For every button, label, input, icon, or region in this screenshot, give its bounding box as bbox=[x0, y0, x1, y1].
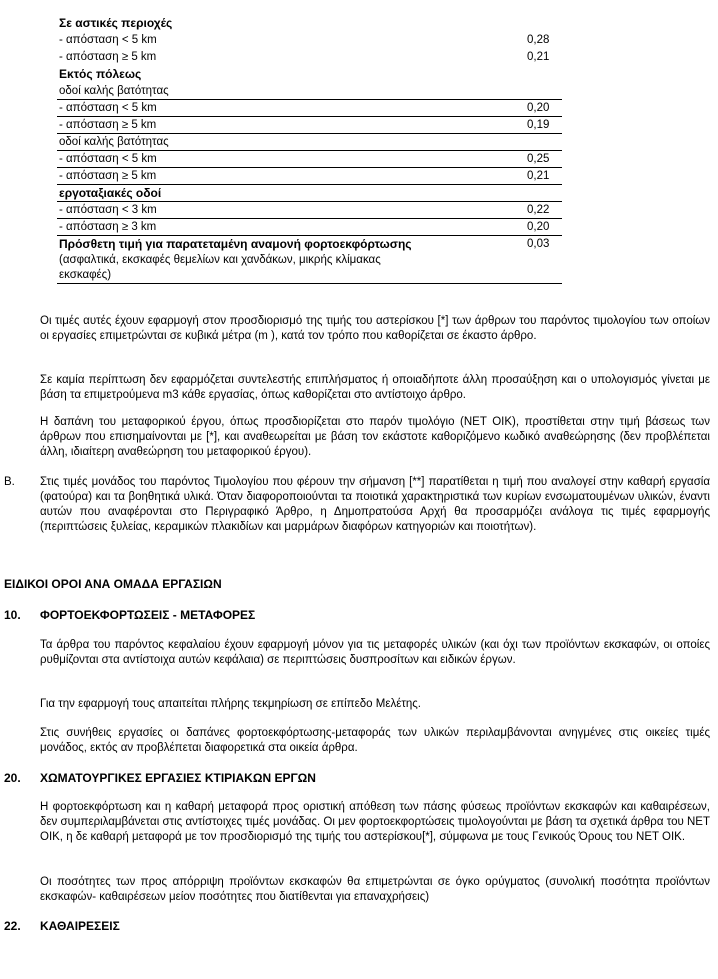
table-divider bbox=[57, 116, 562, 117]
paragraph: Στις συνήθεις εργασίες οι δαπάνες φορτοεκφόρτωσης-μεταφοράς των υλικών περιλαμβάνονται ανηγμένες στις οικείες τιμές μονάδος, εκτός αν προβλέπεται διαφορετικά στα οικεία άρθρα. bbox=[40, 727, 710, 754]
table-subgroup-label: οδοί καλής βατότητας bbox=[59, 136, 169, 148]
paragraph: Τα άρθρα του παρόντος κεφαλαίου έχουν εφαρμογή μόνον για τις μεταφορές υλικών (και όχι των προϊόντων εκσκαφών, οι οποίες ρυθμίζονται στα αντίστοιχα αυτών κεφάλαια) σε περιπτώσεις δυσπροσίτων και ειδικών έργων. bbox=[40, 639, 710, 666]
table-row-label: - απόσταση ≥ 5 km bbox=[59, 51, 157, 63]
table-row-label: - απόσταση < 5 km bbox=[59, 153, 157, 165]
table-divider bbox=[57, 235, 562, 236]
paragraph: Οι τιμές αυτές έχουν εφαρμογή στον προσδιορισμό της τιμής του αστερίσκου [*] των άρθρων του παρόντος τιμολογίου των οποίων οι εργασίες επιμετρώνται σε κυβικά μέτρα (m ), κατά τον τρόπο που καθορίζεται σε έκαστο άρθρο. bbox=[40, 315, 710, 342]
paragraph: Στις τιμές μονάδος του παρόντος Τιμολογίου που φέρουν την σήμανση [**] παρατίθεται η τιμή που αναλογεί στην καθαρή εργασία (φατούρα) και τα βοηθητικά υλικά. Όταν διαφοροποιούνται τα ποιοτικά χαρακτηριστικά των κυρίων ενσωματουμένων υλικών, έναντι αυτών που αναφέρονται στο Περιγραφικό Άρθρο, η Δημοπρατούσα Αρχή θα προσαρμόζει ανάλογα τις τιμές εφαρμογής (περιπτώσεις ξυλείας, κεραμικών πλακιδίων και μαρμάρων διαφόρων κατηγοριών και ποιοτήτων). bbox=[40, 476, 710, 533]
table-divider bbox=[57, 283, 562, 284]
paragraph: Για την εφαρμογή τους απαιτείται πλήρης τεκμηρίωση σε επίπεδο Μελέτης. bbox=[40, 698, 421, 710]
table-row-value: 0,20 bbox=[527, 221, 550, 233]
table-group-label: Εκτός πόλεως bbox=[59, 67, 142, 81]
section-title: ΦΟΡΤΟΕΚΦΟΡΤΩΣΕΙΣ - ΜΕΤΑΦΟΡΕΣ bbox=[40, 608, 256, 622]
table-group-label: εργοταξιακές οδοί bbox=[59, 186, 162, 200]
table-divider bbox=[57, 167, 562, 168]
paragraph: Η φορτοεκφόρτωση και η καθαρή μεταφορά προς οριστική απόθεση των πάσης φύσεως προϊόντων εκσκαφών και καθαιρέσεων, δεν συμπεριλαμβάνεται στις αντίστοιχες τιμές μονάδας. Οι μεν φορτοεκφορτώσεις τιμολογούνται με βάση τα σχετικά άρθρα του ΝΕΤ ΟΙΚ, η δε καθαρή μεταφορά με τον προσδιορισμό της τιμής του αστερίσκου[*], σύμφωνα με τους Γενικούς Όρους του ΝΕΤ ΟΙΚ. bbox=[40, 801, 710, 843]
table-divider bbox=[57, 99, 562, 100]
table-row-value: 0,20 bbox=[527, 102, 550, 114]
extra-charge-note: (ασφαλτικά, εκσκαφές θεμελίων και χανδάκων, μικρής κλίμακας bbox=[59, 254, 381, 266]
section-title: ΧΩΜΑΤΟΥΡΓΙΚΕΣ ΕΡΓΑΣΙΕΣ ΚΤΙΡΙΑΚΩΝ ΕΡΓΩΝ bbox=[40, 771, 316, 785]
table-row-label: - απόσταση ≥ 5 km bbox=[59, 170, 157, 182]
section-number: 22. bbox=[4, 919, 21, 933]
extra-charge-note: εκσκαφές) bbox=[59, 269, 112, 281]
table-row-label: - απόσταση ≥ 5 km bbox=[59, 119, 157, 131]
table-row-value: 0,28 bbox=[527, 34, 550, 46]
table-row-value: 0,21 bbox=[527, 170, 550, 182]
table-row-label: - απόσταση ≥ 3 km bbox=[59, 221, 157, 233]
table-divider bbox=[57, 218, 562, 219]
extra-charge-title: Πρόσθετη τιμή για παρατεταμένη αναμονή φορτοεκφόρτωσης bbox=[59, 237, 412, 251]
paragraph: Η δαπάνη του μεταφορικού έργου, όπως προσδιορίζεται στο παρόν τιμολόγιο (ΝΕΤ ΟΙΚ), προστίθεται στην τιμή βάσεως των άρθρων που επισημαίνονται με [*], και αναθεωρείται με βάση τον εκάστοτε καθοριζόμενο κωδικό αναθεώρησης (δεν προβλέπεται άλλη, ιδιαίτερη αναθεώρηση του μεταφορικού έργου). bbox=[40, 416, 710, 458]
table-divider bbox=[57, 133, 562, 134]
table-row-value: 0,21 bbox=[527, 51, 550, 63]
section-number: 20. bbox=[4, 771, 21, 785]
section-number: 10. bbox=[4, 608, 21, 622]
extra-charge-value: 0,03 bbox=[527, 238, 550, 250]
table-row-label: - απόσταση < 5 km bbox=[59, 34, 157, 46]
section-title: ΚΑΘΑΙΡΕΣΕΙΣ bbox=[40, 919, 120, 933]
paragraph: Σε καμία περίπτωση δεν εφαρμόζεται συντελεστής επιπλήσματος ή οποιαδήποτε άλλη προσαύξηση και ο υπολογισμός γίνεται με βάση τα επιμετρούμενα m3 κάθε εργασίας, όπως καθορίζεται στο αντίστοιχο άρθρο. bbox=[40, 374, 710, 401]
table-subgroup-label: οδοί καλής βατότητας bbox=[59, 85, 169, 97]
table-divider bbox=[57, 201, 562, 202]
special-terms-heading: ΕΙΔΙΚΟΙ ΟΡΟΙ ΑΝΑ ΟΜΑΔΑ ΕΡΓΑΣΙΩΝ bbox=[4, 577, 222, 591]
paragraph: Οι ποσότητες των προς απόρριψη προϊόντων εκσκαφών θα επιμετρώνται σε όγκο ορύγματος (συνολική ποσότητα προϊόντων εκσκαφών- καθαιρέσεων μείον ποσότητες που διατίθενται για επαναχρήσεις) bbox=[40, 876, 710, 903]
table-divider bbox=[57, 150, 562, 151]
table-row-value: 0,25 bbox=[527, 153, 550, 165]
table-row-label: - απόσταση < 5 km bbox=[59, 102, 157, 114]
table-row-value: 0,22 bbox=[527, 204, 550, 216]
table-row-label: - απόσταση < 3 km bbox=[59, 204, 157, 216]
table-group-label: Σε αστικές περιοχές bbox=[59, 16, 173, 30]
section-marker: Β. bbox=[4, 476, 15, 488]
table-divider bbox=[57, 184, 562, 185]
table-row-value: 0,19 bbox=[527, 119, 550, 131]
